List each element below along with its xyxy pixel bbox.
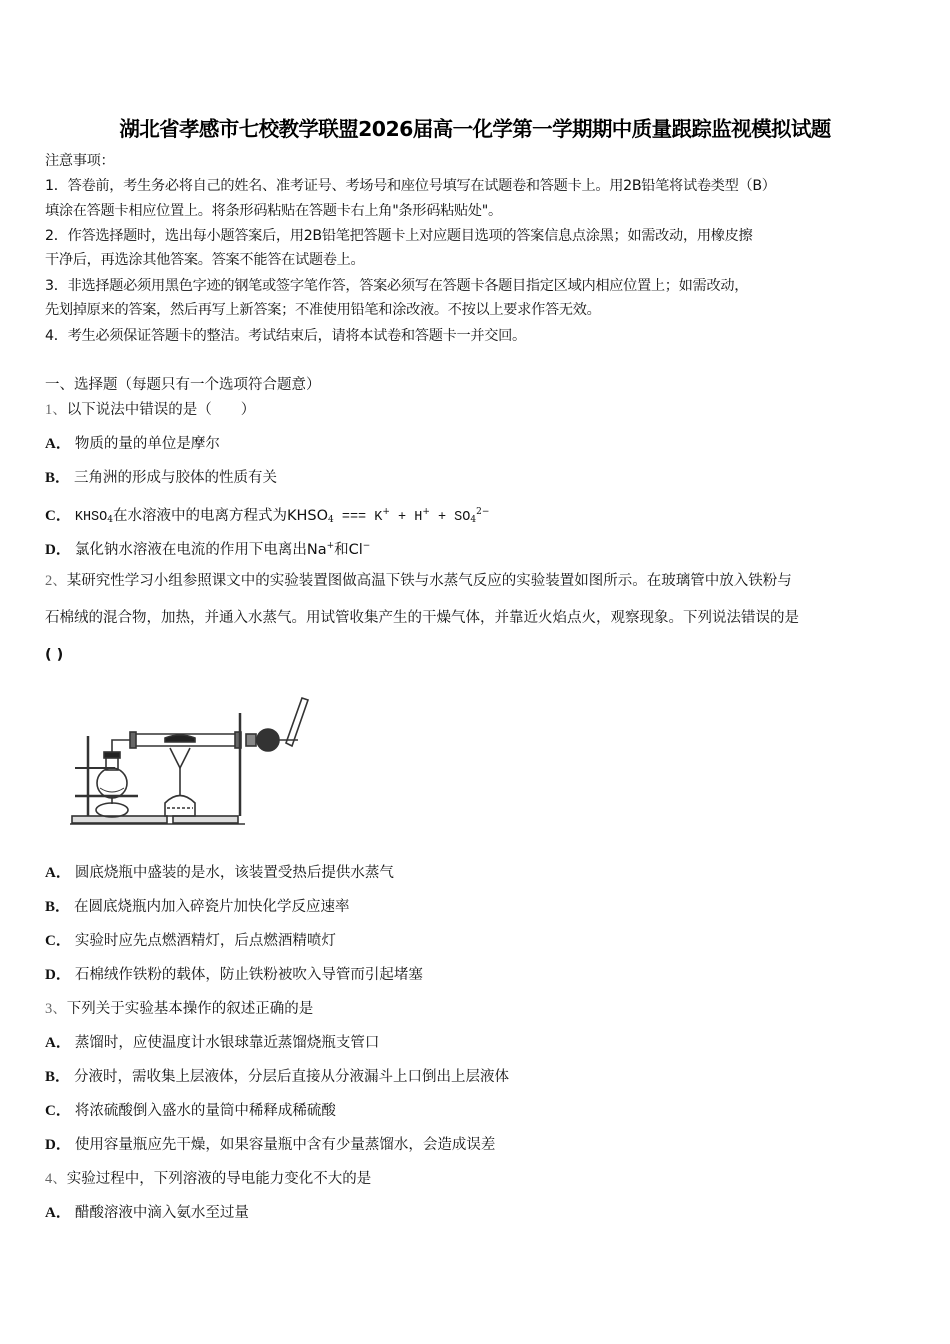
option-text: 醋酸溶液中滴入氨水至过量	[74, 1205, 249, 1221]
option-text: 使用容量瓶应先干燥，如果容量瓶中含有少量蒸馏水，会造成误差	[74, 1137, 496, 1153]
question-1-option-c: C． $KHSO_4$在水溶液中的电离方程式为$KHSO_4$ === $K^+ + H^+ + SO_4^{2-}$	[45, 507, 490, 525]
question-3-option-c	[45, 1101, 336, 1121]
question-2-stem-line: ( )	[45, 647, 64, 663]
question-3-stem	[45, 999, 313, 1019]
option-letter: D．	[45, 542, 71, 558]
question-3-option-a	[45, 1033, 379, 1053]
question-4-stem	[45, 1169, 371, 1189]
question-text: 某研究性学习小组参照课文中的实验装置图做高温下铁与水蒸气反应的实验装置如图所示。在玻璃管中放入铁粉与	[66, 573, 792, 589]
option-letter: A．	[45, 865, 71, 881]
option-letter: A．	[45, 1035, 71, 1051]
question-1-stem	[45, 400, 255, 420]
notice-line: 3．非选择题必须用黑色字迹的钢笔或签字笔作答，答案必须写在答题卡各题目指定区域内相应位置上；如需改动，	[45, 278, 749, 294]
question-3-option-d	[45, 1135, 495, 1155]
question-1-option-b	[45, 468, 277, 488]
question-text: 下列关于实验基本操作的叙述正确的是	[66, 1001, 314, 1017]
apparatus-figure	[70, 688, 310, 828]
section-title: 一、选择题（每题只有一个选项符合题意）	[45, 377, 321, 393]
notice-line: 干净后，再选涂其他答案。答案不能答在试题卷上。	[45, 252, 365, 268]
notice-line: 先划掉原来的答案，然后再写上新答案；不准使用铅笔和涂改液。不按以上要求作答无效。	[45, 302, 601, 318]
option-letter: B．	[45, 899, 71, 915]
notice-line: 2．作答选择题时，选出每小题答案后，用2B铅笔把答题卡上对应题目选项的答案信息点涂黑；如需改动，用橡皮擦	[45, 228, 753, 244]
option-text: 将浓硫酸倒入盛水的量筒中稀释成稀硫酸	[74, 1103, 336, 1119]
question-3-option-b	[45, 1067, 509, 1087]
notice-line: 1．答卷前，考生务必将自己的姓名、准考证号、考场号和座位号填写在试题卷和答题卡上。用2B铅笔将试卷类型（B）	[45, 178, 776, 194]
option-text: 分液时，需收集上层液体，分层后直接从分液漏斗上口倒出上层液体	[74, 1069, 510, 1085]
option-text: 石棉绒作铁粉的载体，防止铁粉被吹入导管而引起堵塞	[74, 967, 423, 983]
option-text: 氯化钠水溶液在电流的作用下电离出Na	[74, 542, 327, 558]
option-text: 在水溶液中的电离方程式为KHSO	[112, 508, 329, 524]
page-title: 湖北省孝感市七校教学联盟2026届高一化学第一学期期中质量跟踪监视模拟试题	[119, 117, 831, 141]
option-text: 三角洲的形成与胶体的性质有关	[74, 470, 278, 486]
question-2-option-d	[45, 965, 423, 985]
option-text: 蒸馏时，应使温度计水银球靠近蒸馏烧瓶支管口	[74, 1035, 380, 1051]
option-letter: D．	[45, 967, 71, 983]
question-number: 4、	[45, 1171, 67, 1187]
option-letter: C．	[45, 508, 71, 524]
question-1-option-d: D． 氯化钠水溶液在电流的作用下电离出Na+和Cl−	[45, 541, 371, 558]
option-text: 在圆底烧瓶内加入碎瓷片加快化学反应速率	[74, 899, 350, 915]
question-4-option-a	[45, 1203, 249, 1223]
question-2-stem-line: 石棉绒的混合物，加热，并通入水蒸气。用试管收集产生的干燥气体，并靠近火焰点火，观察现象。下列说法错误的是	[45, 610, 799, 626]
question-1-option-a	[45, 434, 220, 454]
question-2-option-a	[45, 863, 394, 883]
question-2-option-b	[45, 897, 350, 917]
question-number: 1、	[45, 402, 67, 418]
question-2-option-c	[45, 931, 336, 951]
option-letter: A．	[45, 436, 71, 452]
notice-heading: 注意事项：	[45, 153, 115, 169]
option-text: 实验时应先点燃酒精灯，后点燃酒精喷灯	[74, 933, 336, 949]
option-letter: A．	[45, 1205, 71, 1221]
option-text: 圆底烧瓶中盛装的是水，该装置受热后提供水蒸气	[74, 865, 394, 881]
option-letter: C．	[45, 933, 71, 949]
question-text: 实验过程中，下列溶液的导电能力变化不大的是	[66, 1171, 372, 1187]
question-number: 3、	[45, 1001, 67, 1017]
question-2-stem-line	[45, 571, 792, 591]
option-text: 物质的量的单位是摩尔	[74, 436, 220, 452]
iron-steam-apparatus-icon	[70, 688, 310, 828]
notice-line: 4．考生必须保证答题卡的整洁。考试结束后，请将本试卷和答题卡一并交回。	[45, 328, 526, 344]
option-letter: B．	[45, 1069, 71, 1085]
notice-line: 填涂在答题卡相应位置上。将条形码粘贴在答题卡右上角"条形码粘贴处"。	[45, 203, 502, 219]
option-letter: D．	[45, 1137, 71, 1153]
option-letter: B．	[45, 470, 71, 486]
question-number: 2、	[45, 573, 67, 589]
option-letter: C．	[45, 1103, 71, 1119]
question-text: 以下说法中错误的是（ ）	[66, 402, 256, 418]
